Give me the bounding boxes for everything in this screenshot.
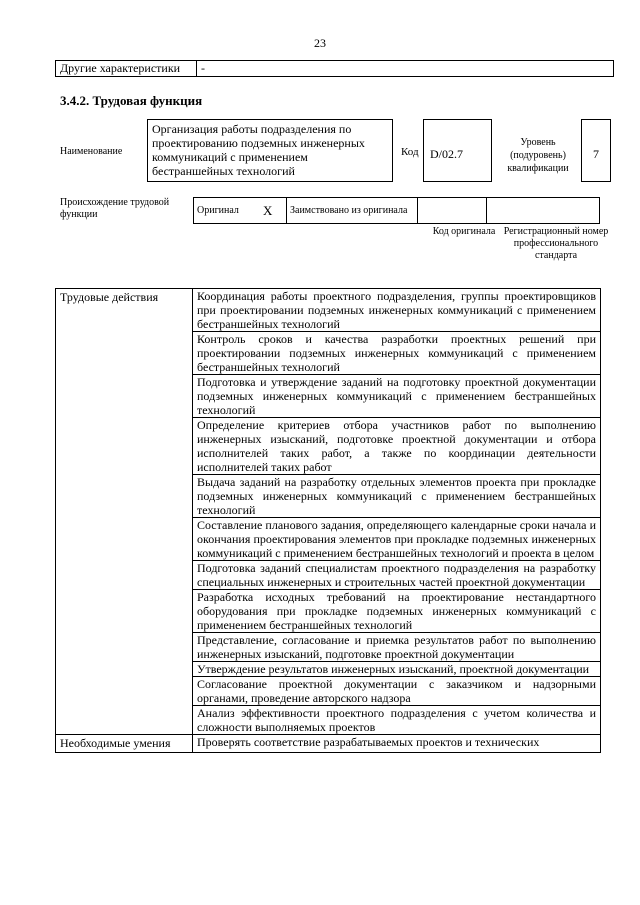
function-name: Организация работы подразделения по проектированию подземных инженерных коммуникаций с применением бестраншейных технологий — [147, 119, 393, 182]
table-row — [56, 735, 601, 753]
labor-action-item: Разработка исходных требований на проектирование нестандартного оборудования при прокладке подземных инженерных коммуникаций с применением бестраншейных технологий — [193, 590, 601, 633]
qualification-level-label: Уровень (подуровень) квалификации — [507, 137, 569, 174]
qualification-level: 7 — [581, 119, 611, 182]
other-characteristics-label: Другие характеристики — [56, 61, 197, 77]
labor-action-item: Представление, согласование и приемка результатов работ по выполнению инженерных изысканий, подготовке проектной документации — [193, 633, 601, 662]
original-label: Оригинал — [194, 198, 261, 224]
required-skill-item: Проверять соответствие разрабатываемых проектов и технических — [193, 735, 601, 753]
origin-label: Происхождение трудовой функции — [60, 197, 170, 220]
labor-action-item: Составление планового задания, определяющего календарные сроки начала и окончания проектирования элементов при прокладке подземных инженерных коммуникаций с применением бестраншейных технологий и проекта в целом — [193, 518, 601, 561]
labor-action-item: Подготовка и утверждение заданий на подготовку проектной документации подземных инженерных коммуникаций с применением бестраншейных технологий — [193, 375, 601, 418]
labor-action-item: Координация работы проектного подразделения, группы проектировщиков при проектировании подземных инженерных коммуникаций с применением бестраншейных технологий — [193, 289, 601, 332]
name-label: Наименование — [60, 146, 123, 157]
code-original-cell — [418, 198, 487, 224]
labor-actions-label: Трудовые действия — [56, 289, 193, 735]
section-title: 3.4.2. Трудовая функция — [60, 93, 203, 108]
table-row — [56, 289, 601, 332]
labor-action-item: Определение критериев отбора участников работ по выполнению инженерных изысканий, подготовке проектной документации и отбора исполнителей таких работ, а также по координации деятельности исполнителей таких работ — [193, 418, 601, 475]
labor-action-item: Контроль сроков и качества разработки проектных решений при проектировании подземных инженерных коммуникаций с применением бестраншейных технологий — [193, 332, 601, 375]
reg-number-cell — [487, 198, 600, 224]
borrowed-label: Заимствовано из оригинала — [287, 198, 418, 224]
labor-action-item: Выдача заданий на разработку отдельных элементов проекта при прокладке подземных инженерных коммуникаций с применением бестраншейных технологий — [193, 475, 601, 518]
labor-function-table — [55, 288, 601, 753]
labor-action-item: Утверждение результатов инженерных изысканий, проектной документации — [193, 662, 601, 677]
function-code: D/02.7 — [423, 119, 492, 182]
other-characteristics-table — [55, 60, 614, 77]
labor-action-item: Подготовка заданий специалистам проектного подразделения на разработку специальных инженерных и строительных частей проектной документации — [193, 561, 601, 590]
page-number: 23 — [314, 36, 326, 50]
labor-action-item: Согласование проектной документации с заказчиком и надзорными органами, проведение авторского надзора — [193, 677, 601, 706]
other-characteristics-value: - — [197, 61, 614, 77]
labor-action-item: Анализ эффективности проектного подразделения с учетом количества и сложности выполняемых проектов — [193, 706, 601, 735]
origin-table — [193, 197, 600, 224]
code-label: Код — [401, 146, 419, 158]
reg-number-label: Регистрационный номер профессионального стандарта — [503, 226, 609, 261]
code-original-label: Код оригинала — [432, 226, 496, 237]
original-mark: X — [260, 198, 287, 224]
required-skills-label: Необходимые умения — [56, 735, 193, 753]
